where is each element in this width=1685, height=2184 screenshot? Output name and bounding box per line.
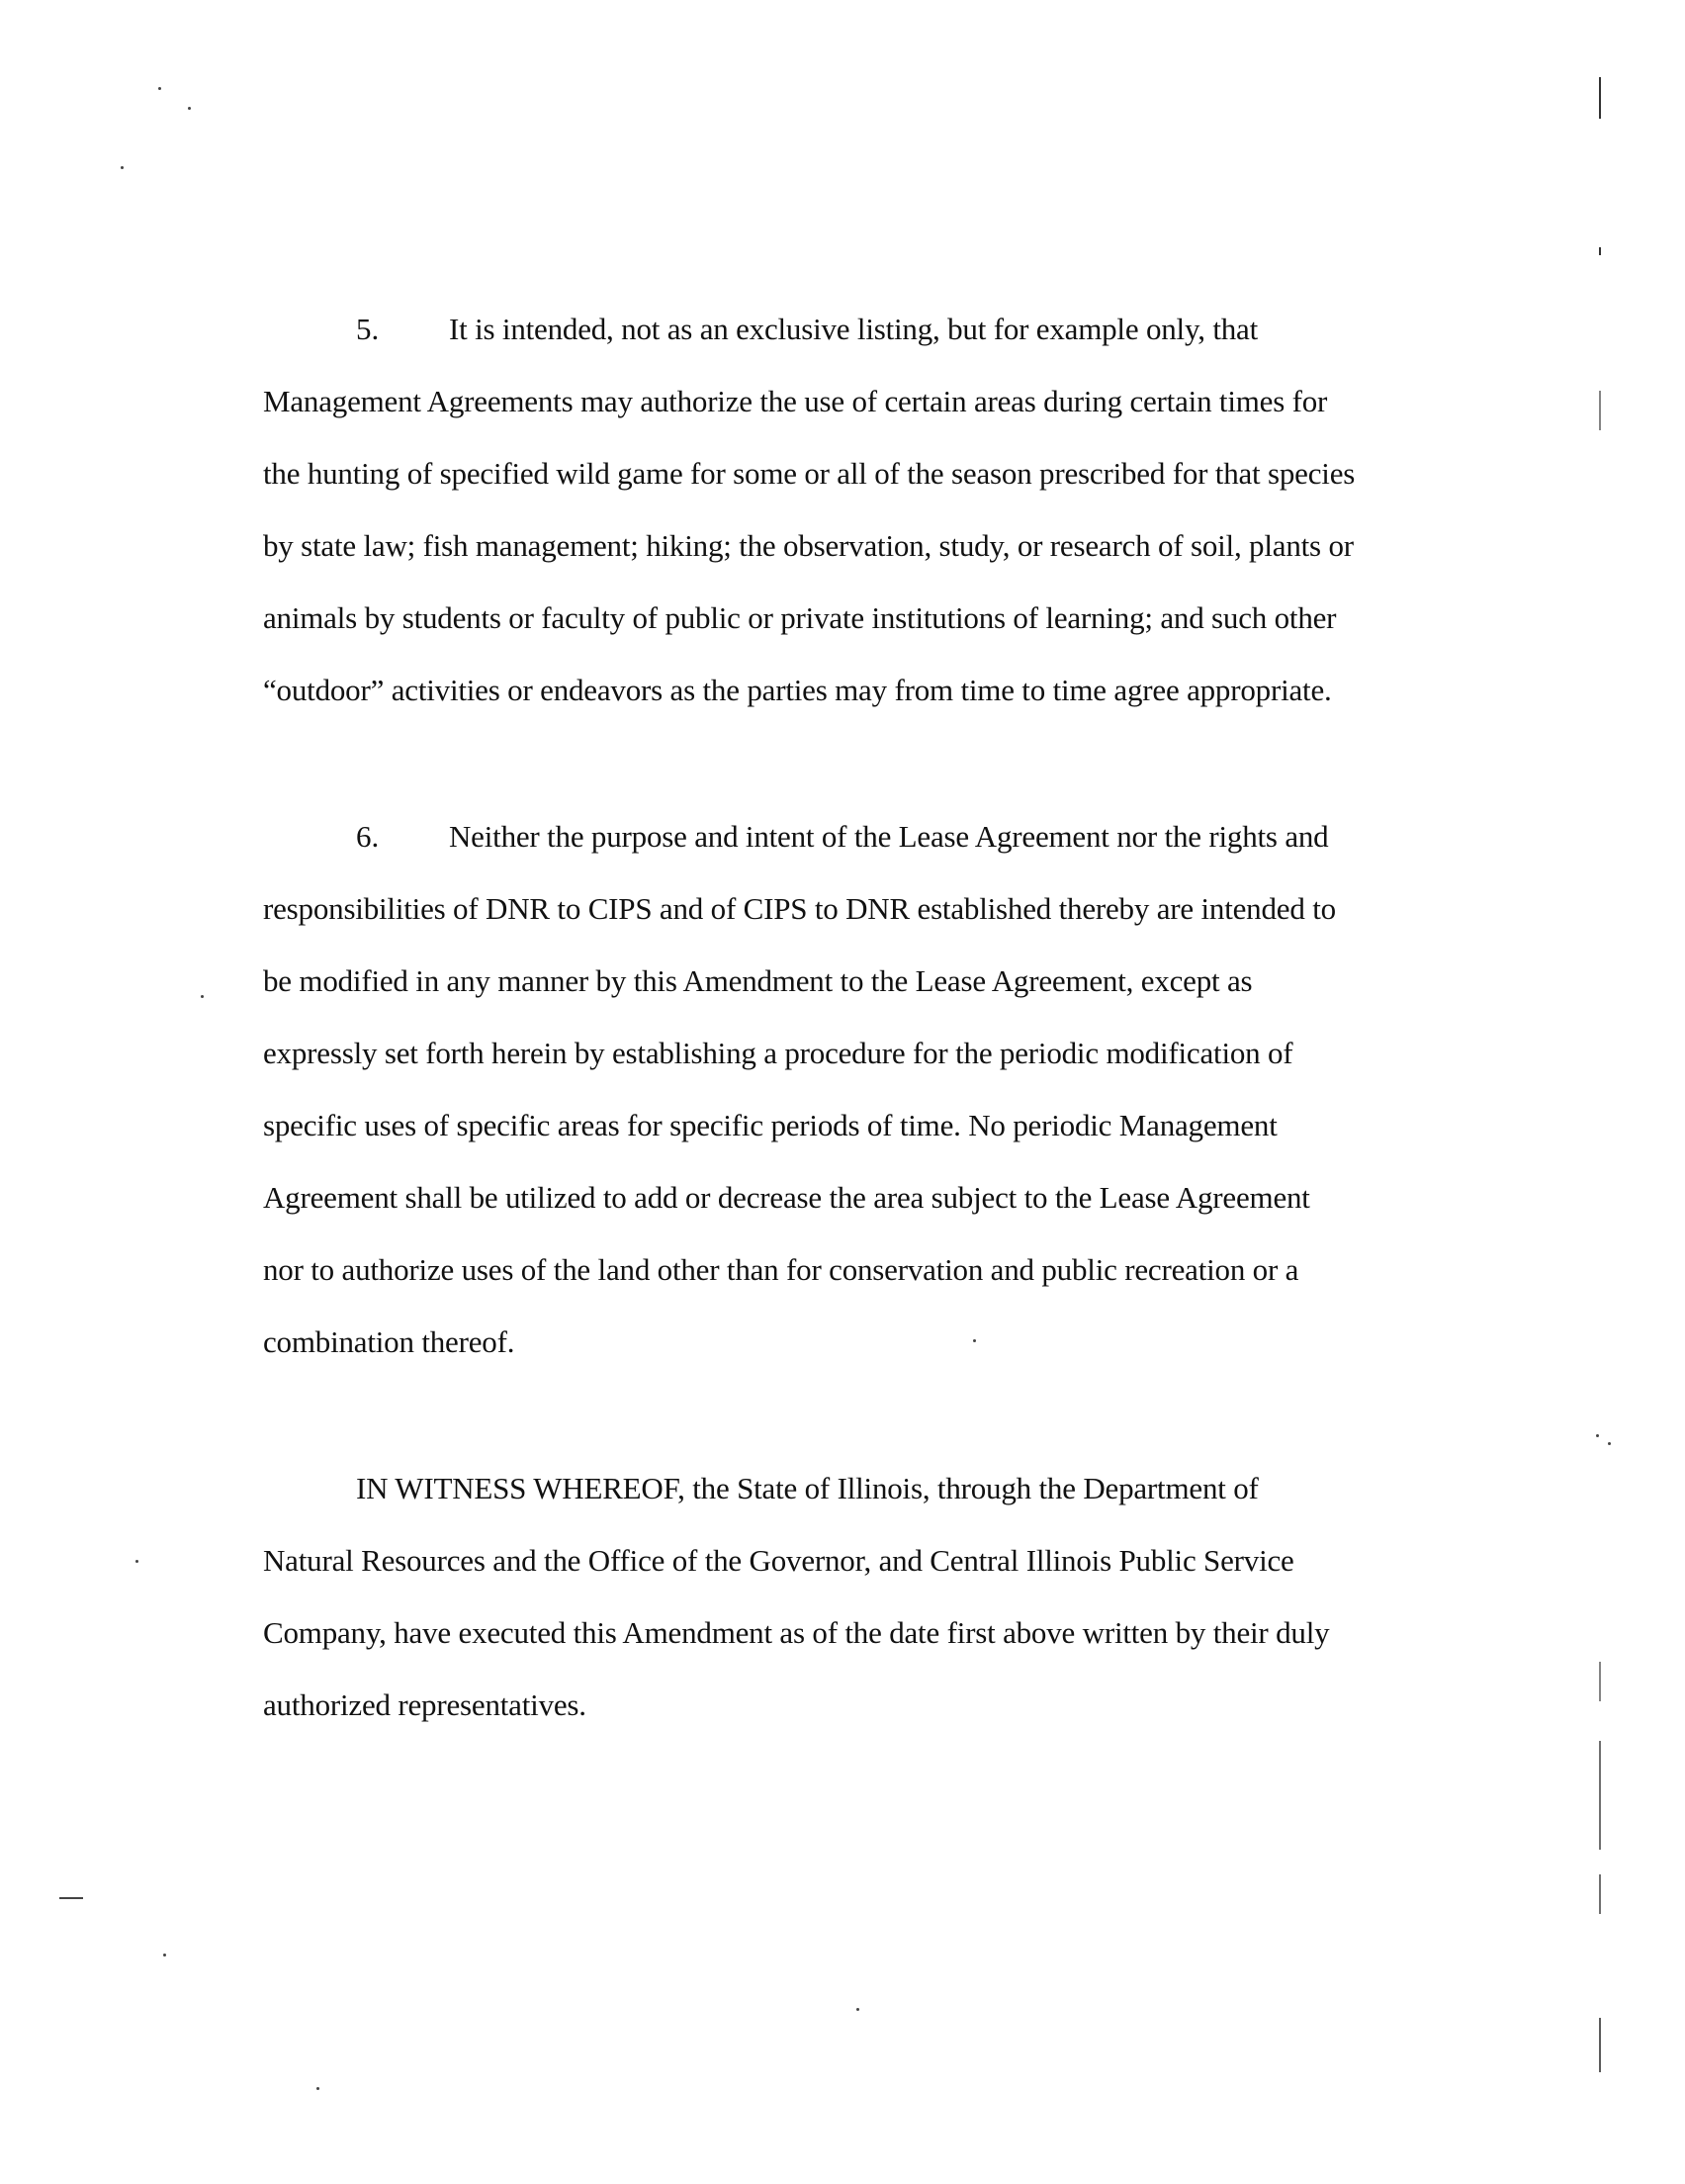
paragraph-number: 6.: [356, 819, 380, 854]
scan-speck: [856, 2008, 859, 2011]
scan-dash: [59, 1897, 83, 1899]
scan-edge-line: [1599, 247, 1601, 255]
scan-speck: [316, 2087, 319, 2090]
scan-speck: [1608, 1442, 1611, 1445]
paragraph-line: Natural Resources and the Office of the Governor, and Central Illinois Public Service: [263, 1543, 1294, 1578]
paragraph-line: Agreement shall be utilized to add or decrease the area subject to the Lease Agreement: [263, 1180, 1310, 1215]
paragraph-line: be modified in any manner by this Amendment to the Lease Agreement, except as: [263, 963, 1253, 998]
scan-edge-line: [1599, 1874, 1601, 1914]
paragraph-line: combination thereof.: [263, 1324, 515, 1359]
scan-speck: [121, 166, 124, 169]
paragraph-line: responsibilities of DNR to CIPS and of CIPS to DNR established thereby are intended to: [263, 891, 1336, 926]
paragraph-line: Company, have executed this Amendment as of the date first above written by their duly: [263, 1615, 1330, 1650]
paragraph-number: 5.: [356, 312, 380, 346]
paragraph-line: animals by students or faculty of public or private institutions of learning; and such other: [263, 600, 1337, 635]
paragraph-line: Management Agreements may authorize the use of certain areas during certain times for: [263, 384, 1328, 418]
paragraph-line: IN WITNESS WHEREOF, the State of Illinois, through the Department of: [356, 1471, 1259, 1505]
scan-speck: [973, 1339, 976, 1342]
paragraph-line: It is intended, not as an exclusive listing, but for example only, that: [449, 312, 1259, 346]
scan-speck: [158, 87, 161, 90]
scan-speck: [135, 1560, 138, 1563]
scan-edge-line: [1599, 2018, 1601, 2072]
scan-speck: [1596, 1434, 1599, 1437]
scan-edge-line: [1599, 391, 1601, 430]
paragraph-line: specific uses of specific areas for specific periods of time. No periodic Management: [263, 1108, 1278, 1142]
scan-edge-line: [1599, 1662, 1601, 1701]
scan-speck: [201, 995, 204, 998]
paragraph-line: “outdoor” activities or endeavors as the parties may from time to time agree appropriate.: [263, 673, 1332, 707]
paragraph-line: Neither the purpose and intent of the Lease Agreement nor the rights and: [449, 819, 1329, 854]
paragraph-line: the hunting of specified wild game for some or all of the season prescribed for that species: [263, 456, 1356, 491]
paragraph-line: nor to authorize uses of the land other than for conservation and public recreation or a: [263, 1252, 1299, 1287]
scan-speck: [163, 1954, 166, 1956]
paragraph-line: authorized representatives.: [263, 1687, 586, 1722]
scan-edge-line: [1599, 1741, 1601, 1850]
scan-speck: [188, 107, 191, 110]
paragraph-line: by state law; fish management; hiking; the observation, study, or research of soil, plants or: [263, 528, 1354, 563]
scan-edge-line: [1599, 77, 1601, 119]
paragraph-line: expressly set forth herein by establishing a procedure for the periodic modification of: [263, 1036, 1293, 1070]
